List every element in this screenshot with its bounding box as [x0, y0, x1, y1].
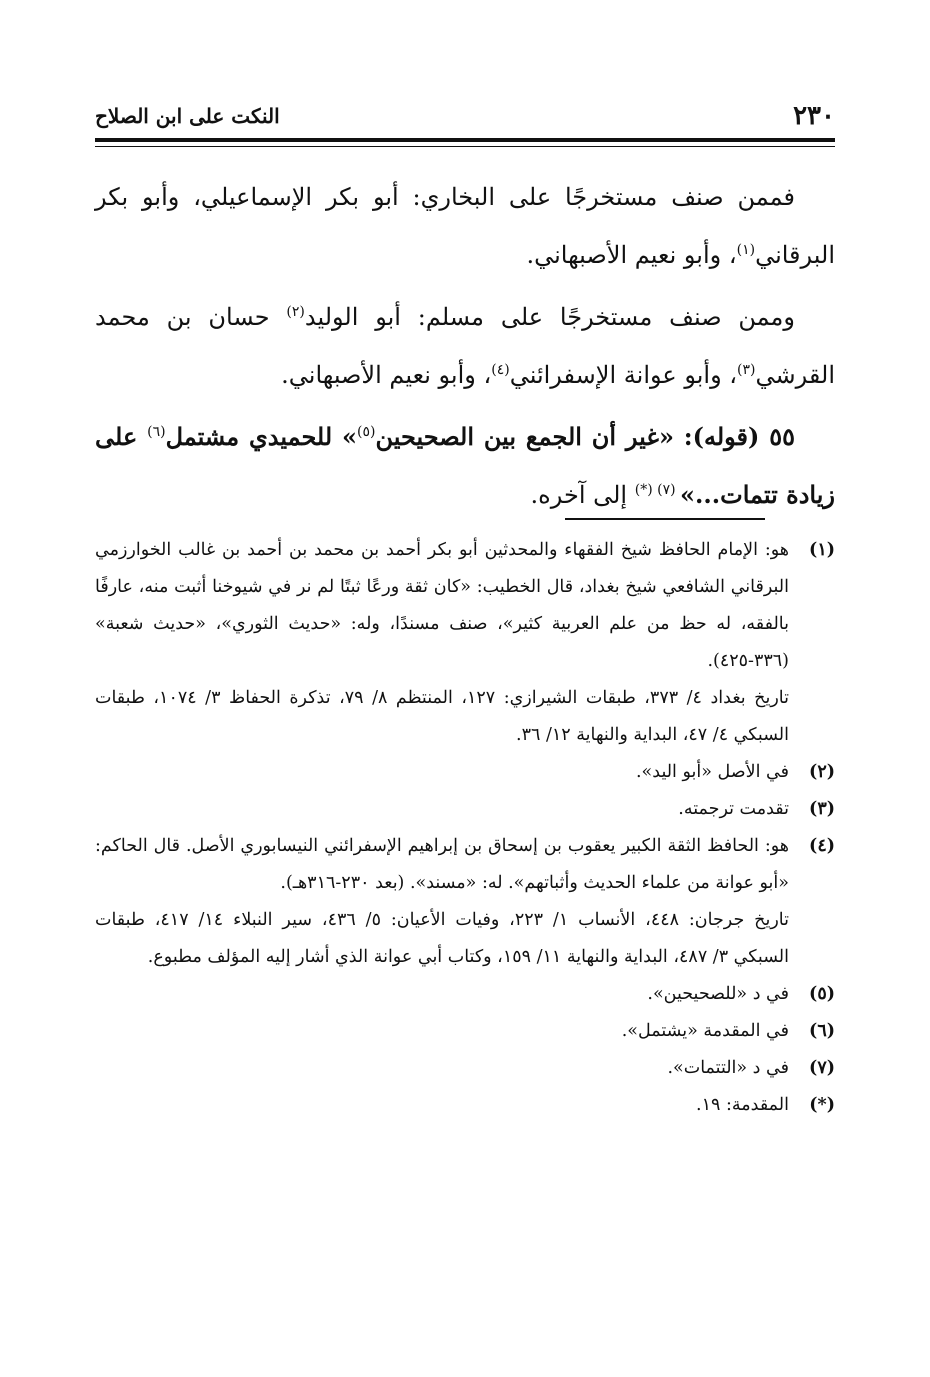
paragraph-text: ، وأبو عوانة الإسفرائني: [509, 361, 738, 389]
footnote-marker: (٧): [809, 1058, 835, 1078]
footnote-marker: (٦): [809, 1021, 835, 1041]
footnote-ref-5: (٥): [357, 424, 376, 440]
footnote-text: [95, 976, 789, 1013]
paragraph-text: ، وأبو نعيم الأصبهاني.: [526, 241, 737, 269]
footnote-text: [95, 754, 789, 791]
running-title: النكت على ابن الصلاح: [95, 104, 280, 128]
paragraph-text: على زيادة تتمات...»: [95, 422, 835, 509]
page-number: ٢٣٠: [793, 101, 835, 131]
footnote-marker: (٢): [809, 762, 835, 782]
footnote-item: [95, 1013, 835, 1050]
footnote-ref-3: (٣): [737, 362, 756, 378]
footnote-paragraph: هو: الإمام الحافظ شيخ الفقهاء والمحدثين أبو بكر أحمد بن محمد بن أحمد بن غالب الخوارزمي البرقاني الشافعي شيخ بغداد، قال الخطيب: «كان ثقة ورعًا ثبتًا لم نر في شيوخنا أثبت منه، عارفًا بالفقه، له حظ من علم العربية كثير»، صنف مسندًا، وله: «حديث الثوري»، «حديث شعبة» (٣٣٦-٤٢٥).: [95, 540, 789, 671]
footnote-text: [95, 1087, 789, 1124]
footnote-text: [95, 828, 789, 976]
footnote-item: [95, 532, 835, 754]
footnote-item: [95, 976, 835, 1013]
header-rule-thin: [95, 146, 835, 147]
footnote-text: [95, 1013, 789, 1050]
paragraph-muslim-mustakhraj: [95, 288, 835, 404]
footnote-marker: (٥): [809, 984, 835, 1004]
footnotes-list: [95, 532, 835, 1124]
footnote-item: [95, 1050, 835, 1087]
footnote-paragraph: في د «التتمات».: [667, 1058, 789, 1078]
section-number: ٥٥: [769, 422, 795, 451]
footnote-paragraph: هو: الحافظ الثقة الكبير يعقوب بن إسحاق بن إبراهيم الإسفرائني النيسابوري الأصل. قال الحاكم: «أبو عوانة من علماء الحديث وأثباتهم». له: «مسند». (بعد ٢٣٠-٣١٦هـ).: [95, 836, 789, 893]
footnote-paragraph: في الأصل «أبو اليد».: [635, 762, 789, 782]
footnote-item: [95, 1087, 835, 1124]
footnote-paragraph: تقدمت ترجمته.: [678, 799, 789, 819]
footnote-marker: (١): [809, 540, 835, 560]
footnote-text: [95, 532, 789, 754]
paragraph-text: (قوله): «غير أن الجمع بين الصحيحين: [375, 422, 770, 451]
footnote-paragraph: تاريخ بغداد ٤/ ٣٧٣، طبقات الشيرازي: ١٢٧، المنتظم ٨/ ٧٩، تذكرة الحفاظ ٣/ ١٠٧٤، طبقات السبكي ٤/ ٤٧، البداية والنهاية ١٢/ ٣٦.: [95, 688, 789, 745]
footnote-marker: (*): [809, 1095, 835, 1115]
paragraph-text: » للحميدي مشتمل: [165, 422, 358, 451]
footnote-ref-6: (٦): [147, 424, 166, 440]
footnote-item: [95, 754, 835, 791]
footnote-paragraph: تاريخ جرجان: ٤٤٨، الأنساب ١/ ٢٢٣، وفيات الأعيان: ٥/ ٤٣٦، سير النبلاء ١٤/ ٤١٧، طبقات السبكي ٣/ ٤٨٧، البداية والنهاية ١١/ ١٥٩، وكتاب أبي عوانة الذي أشار إليه المؤلف مطبوع.: [95, 910, 789, 967]
footnote-ref-1: (١): [736, 242, 756, 258]
footnote-ref-4: (٤): [491, 362, 510, 378]
paragraph-text: وممن صنف مستخرجًا على مسلم: أبو الوليد: [304, 303, 795, 331]
paragraph-text: حسان بن محمد القرشي: [95, 303, 835, 389]
footnote-item: [95, 791, 835, 828]
footnote-paragraph: في المقدمة «يشتمل».: [621, 1021, 789, 1041]
footnote-separator: [565, 518, 765, 520]
paragraph-text: إلى آخره.: [530, 481, 635, 509]
paragraph-section-55: [95, 408, 835, 524]
footnote-marker: (٣): [809, 799, 835, 819]
footnote-ref-7: (٧) (*): [634, 482, 681, 498]
paragraph-text: ، وأبو نعيم الأصبهاني.: [281, 361, 492, 389]
page-header: [95, 98, 835, 134]
main-text: [95, 168, 835, 528]
footnote-paragraph: المقدمة: ١٩.: [696, 1095, 789, 1115]
footnote-text: [95, 1050, 789, 1087]
footnote-item: [95, 828, 835, 976]
footnote-ref-2: (٢): [286, 304, 305, 320]
paragraph-bukhari-mustakhraj: [95, 168, 835, 284]
footnote-marker: (٤): [809, 836, 835, 856]
footnote-text: [95, 791, 789, 828]
paragraph-text: فممن صنف مستخرجًا على البخاري: أبو بكر الإسماعيلي، وأبو بكر البرقاني: [95, 183, 835, 269]
footnote-paragraph: في د «للصحيحين».: [647, 984, 789, 1004]
header-rule-thick: [95, 138, 835, 142]
